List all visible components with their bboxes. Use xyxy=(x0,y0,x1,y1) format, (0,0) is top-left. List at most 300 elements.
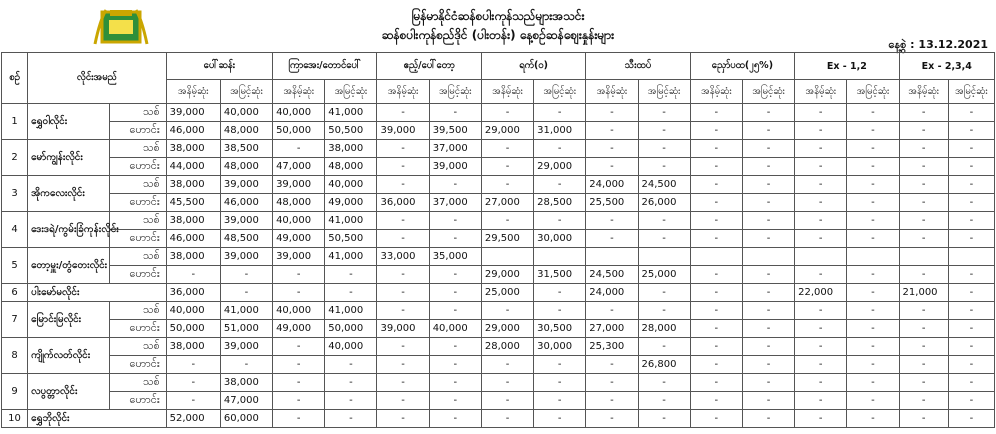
subheader-low: အနိမ့်ဆုံး xyxy=(166,80,220,104)
price-cell: - xyxy=(899,158,948,176)
price-cell: 38,500 xyxy=(220,140,272,158)
price-cell: - xyxy=(377,410,429,428)
row-number: 4 xyxy=(2,212,28,248)
price-cell: - xyxy=(795,266,847,284)
price-cell: 38,000 xyxy=(166,338,220,356)
price-cell: - xyxy=(742,212,794,230)
price-cell: - xyxy=(847,302,899,320)
price-cell: - xyxy=(481,104,533,122)
table-row xyxy=(2,122,995,140)
price-cell: - xyxy=(534,302,586,320)
grade-label: ဟောင်း xyxy=(110,122,166,140)
price-cell: - xyxy=(690,410,742,428)
grade-label: သစ် xyxy=(110,302,166,320)
price-cell: 37,000 xyxy=(429,194,481,212)
price-cell: - xyxy=(690,284,742,302)
grade-label: သစ် xyxy=(110,176,166,194)
price-cell: 46,000 xyxy=(166,122,220,140)
price-cell: - xyxy=(948,338,994,356)
price-cell: 45,500 xyxy=(166,194,220,212)
price-cell: - xyxy=(948,122,994,140)
grade-label: ဟောင်း xyxy=(110,158,166,176)
grade-label: ဟောင်း xyxy=(110,356,166,374)
price-cell: 36,000 xyxy=(377,194,429,212)
price-cell: 26,000 xyxy=(638,194,690,212)
price-cell: - xyxy=(899,338,948,356)
price-cell: - xyxy=(795,122,847,140)
row-number: 8 xyxy=(2,338,28,374)
price-cell: 29,000 xyxy=(534,158,586,176)
row-number: 5 xyxy=(2,248,28,284)
price-cell: - xyxy=(534,284,586,302)
table-row xyxy=(2,140,995,158)
price-cell: 27,000 xyxy=(481,194,533,212)
price-cell: - xyxy=(377,356,429,374)
price-cell xyxy=(586,248,638,266)
price-cell: 46,000 xyxy=(220,194,272,212)
report-date: နေ့စွဲ : 13.12.2021 xyxy=(888,38,988,51)
subheader-low: အနိမ့်ဆုံး xyxy=(899,80,948,104)
price-cell: 21,000 xyxy=(899,284,948,302)
price-cell: 30,500 xyxy=(534,320,586,338)
price-cell: - xyxy=(429,392,481,410)
price-cell: - xyxy=(481,392,533,410)
price-cell: - xyxy=(586,158,638,176)
price-cell: - xyxy=(948,320,994,338)
price-cell: 47,000 xyxy=(220,392,272,410)
row-number: 7 xyxy=(2,302,28,338)
price-cell: - xyxy=(948,158,994,176)
price-cell: 33,000 xyxy=(377,248,429,266)
price-cell: 28,000 xyxy=(481,338,533,356)
price-cell: 24,000 xyxy=(586,284,638,302)
price-cell: 41,000 xyxy=(325,212,377,230)
price-cell: - xyxy=(429,338,481,356)
price-cell: - xyxy=(377,158,429,176)
price-cell: - xyxy=(638,338,690,356)
price-cell: - xyxy=(638,374,690,392)
grade-label: ဟောင်း xyxy=(110,392,166,410)
price-cell: - xyxy=(847,410,899,428)
group-header: သီးထပ် xyxy=(586,53,690,80)
price-cell: - xyxy=(638,212,690,230)
price-cell: - xyxy=(690,194,742,212)
line-name: ရွှေဘိုလိုင်း xyxy=(28,410,167,428)
price-cell: 26,800 xyxy=(638,356,690,374)
table-row xyxy=(2,158,995,176)
price-cell xyxy=(690,248,742,266)
price-cell: - xyxy=(638,122,690,140)
col-header-line: လိုင်းအမည် xyxy=(28,53,167,104)
price-cell: 39,000 xyxy=(429,158,481,176)
price-cell: - xyxy=(377,338,429,356)
price-cell: - xyxy=(586,392,638,410)
price-cell: 40,000 xyxy=(166,302,220,320)
table-row xyxy=(2,338,995,356)
price-cell: 38,000 xyxy=(166,212,220,230)
price-cell: 24,000 xyxy=(586,176,638,194)
table-row xyxy=(2,248,995,266)
price-cell: 52,000 xyxy=(166,410,220,428)
grade-label: ဟောင်း xyxy=(110,320,166,338)
price-cell: 44,000 xyxy=(166,158,220,176)
price-cell: - xyxy=(481,176,533,194)
price-cell: - xyxy=(586,122,638,140)
price-cell: - xyxy=(690,356,742,374)
price-cell: 25,000 xyxy=(481,284,533,302)
price-cell: 28,500 xyxy=(534,194,586,212)
price-cell xyxy=(948,248,994,266)
price-cell: - xyxy=(377,230,429,248)
price-cell: - xyxy=(795,176,847,194)
price-cell: - xyxy=(534,410,586,428)
price-cell: - xyxy=(847,284,899,302)
price-cell: - xyxy=(429,230,481,248)
price-cell: - xyxy=(690,140,742,158)
price-cell: 24,500 xyxy=(638,176,690,194)
price-cell: 29,000 xyxy=(481,266,533,284)
price-cell: 41,000 xyxy=(325,248,377,266)
price-cell: - xyxy=(899,122,948,140)
price-cell: - xyxy=(742,392,794,410)
row-number: 2 xyxy=(2,140,28,176)
price-cell: - xyxy=(847,212,899,230)
price-cell: - xyxy=(795,320,847,338)
price-cell: - xyxy=(795,104,847,122)
price-cell: 31,000 xyxy=(534,122,586,140)
price-cell: - xyxy=(377,140,429,158)
price-cell: - xyxy=(899,410,948,428)
price-cell xyxy=(742,248,794,266)
price-cell: - xyxy=(948,104,994,122)
price-cell: - xyxy=(742,122,794,140)
price-cell: - xyxy=(429,302,481,320)
price-cell: 48,000 xyxy=(220,122,272,140)
price-cell: - xyxy=(948,212,994,230)
price-cell: - xyxy=(220,356,272,374)
price-cell: 39,000 xyxy=(220,176,272,194)
price-cell: - xyxy=(795,140,847,158)
price-cell: - xyxy=(273,392,325,410)
price-cell: 39,000 xyxy=(377,320,429,338)
price-cell: - xyxy=(325,410,377,428)
price-cell: - xyxy=(948,302,994,320)
price-cell: - xyxy=(481,356,533,374)
subheader-low: အနိမ့်ဆုံး xyxy=(586,80,638,104)
price-cell: - xyxy=(481,302,533,320)
price-cell: 40,000 xyxy=(325,176,377,194)
subheader-low: အနိမ့်ဆုံး xyxy=(377,80,429,104)
price-cell: - xyxy=(273,356,325,374)
line-name: တော့မှူး/တွံတေးလိုင်း xyxy=(28,248,110,284)
price-cell: 38,000 xyxy=(166,176,220,194)
price-cell: 48,000 xyxy=(325,158,377,176)
price-cell: 37,000 xyxy=(429,140,481,158)
price-cell: - xyxy=(899,194,948,212)
price-cell: - xyxy=(742,140,794,158)
price-cell: - xyxy=(690,176,742,194)
group-header: ရက်(ဝ) xyxy=(481,53,585,80)
price-cell: - xyxy=(481,140,533,158)
price-cell xyxy=(847,248,899,266)
price-cell: - xyxy=(534,176,586,194)
grade-label: သစ် xyxy=(110,212,166,230)
price-cell: - xyxy=(273,266,325,284)
group-header: Ex - 1,2 xyxy=(795,53,899,80)
line-name: ကျိုက်လတ်လိုင်း xyxy=(28,338,110,374)
price-cell: - xyxy=(899,176,948,194)
price-cell: - xyxy=(948,140,994,158)
price-cell: 39,500 xyxy=(429,122,481,140)
price-cell: - xyxy=(377,302,429,320)
price-cell: 50,000 xyxy=(325,320,377,338)
table-row xyxy=(2,230,995,248)
price-cell: - xyxy=(847,374,899,392)
line-name: လပွတ္တာလိုင်း xyxy=(28,374,110,410)
price-cell: - xyxy=(377,392,429,410)
price-cell: 40,000 xyxy=(273,302,325,320)
price-cell: - xyxy=(586,140,638,158)
price-cell: 40,000 xyxy=(273,212,325,230)
price-cell: - xyxy=(690,104,742,122)
price-cell: - xyxy=(742,284,794,302)
price-cell: - xyxy=(690,158,742,176)
price-cell: - xyxy=(899,356,948,374)
price-cell: 38,000 xyxy=(325,140,377,158)
price-cell: - xyxy=(690,302,742,320)
price-cell: 50,500 xyxy=(325,122,377,140)
price-cell: 49,000 xyxy=(273,230,325,248)
price-cell: - xyxy=(273,374,325,392)
line-name: အိုကလေးလိုင်း xyxy=(28,176,110,212)
price-cell: - xyxy=(166,392,220,410)
subheader-low: အနိမ့်ဆုံး xyxy=(795,80,847,104)
price-cell: 35,000 xyxy=(429,248,481,266)
price-cell: - xyxy=(638,392,690,410)
price-cell: - xyxy=(847,194,899,212)
price-cell: - xyxy=(220,266,272,284)
price-cell: - xyxy=(534,212,586,230)
group-header: ကြာအေး/တောင်ပေါ် xyxy=(273,53,377,80)
price-cell: - xyxy=(377,374,429,392)
price-cell: - xyxy=(377,266,429,284)
price-cell: 39,000 xyxy=(220,212,272,230)
row-number: 10 xyxy=(2,410,28,428)
price-cell: - xyxy=(847,266,899,284)
price-cell: 36,000 xyxy=(166,284,220,302)
price-cell: - xyxy=(742,104,794,122)
price-cell: - xyxy=(429,356,481,374)
price-cell: 38,000 xyxy=(166,140,220,158)
subheader-high: အမြင့်ဆုံး xyxy=(429,80,481,104)
price-cell: 39,000 xyxy=(273,248,325,266)
table-row xyxy=(2,176,995,194)
price-cell: - xyxy=(847,392,899,410)
price-cell: - xyxy=(586,374,638,392)
price-cell: 39,000 xyxy=(166,104,220,122)
group-header: Ex - 2,3,4 xyxy=(899,53,994,80)
price-cell: 29,000 xyxy=(481,122,533,140)
price-cell: - xyxy=(899,230,948,248)
price-cell: - xyxy=(638,140,690,158)
line-name: ပါးမော်မလိုင်း xyxy=(28,284,167,302)
price-table xyxy=(1,52,995,428)
group-header: ပေါ်ဆန်း xyxy=(166,53,272,80)
price-cell: - xyxy=(377,176,429,194)
price-cell: - xyxy=(377,284,429,302)
price-cell: - xyxy=(586,230,638,248)
price-cell: - xyxy=(586,356,638,374)
price-cell: - xyxy=(795,302,847,320)
price-cell: - xyxy=(795,356,847,374)
subheader-low: အနိမ့်ဆုံး xyxy=(273,80,325,104)
price-cell: 49,000 xyxy=(325,194,377,212)
price-cell xyxy=(795,248,847,266)
price-cell: 25,300 xyxy=(586,338,638,356)
row-number: 6 xyxy=(2,284,28,302)
price-cell: 50,000 xyxy=(273,122,325,140)
price-cell: - xyxy=(481,212,533,230)
grade-label: သစ် xyxy=(110,140,166,158)
price-cell: 38,000 xyxy=(166,248,220,266)
price-cell: - xyxy=(742,356,794,374)
price-cell: 40,000 xyxy=(273,104,325,122)
price-cell: 46,000 xyxy=(166,230,220,248)
price-cell: - xyxy=(166,356,220,374)
price-cell: - xyxy=(429,212,481,230)
grade-label: သစ် xyxy=(110,104,166,122)
price-cell: 51,000 xyxy=(220,320,272,338)
price-cell: - xyxy=(948,374,994,392)
price-cell: - xyxy=(429,374,481,392)
line-name: မြောင်းမြလိုင်း xyxy=(28,302,110,338)
price-cell: - xyxy=(948,194,994,212)
price-cell: - xyxy=(273,410,325,428)
line-name: ရွှေဝါလိုင်း xyxy=(28,104,110,140)
price-cell: - xyxy=(481,374,533,392)
price-cell: - xyxy=(325,356,377,374)
price-cell: - xyxy=(742,338,794,356)
table-row xyxy=(2,410,995,428)
price-cell: 47,000 xyxy=(273,158,325,176)
price-cell: 29,000 xyxy=(481,320,533,338)
table-row xyxy=(2,356,995,374)
price-cell: 50,500 xyxy=(325,230,377,248)
price-cell: - xyxy=(690,122,742,140)
price-cell: 31,500 xyxy=(534,266,586,284)
sheet-header xyxy=(0,0,996,50)
price-cell: - xyxy=(586,302,638,320)
price-cell: - xyxy=(638,230,690,248)
price-cell: - xyxy=(638,104,690,122)
price-cell: - xyxy=(638,410,690,428)
price-cell: - xyxy=(795,194,847,212)
price-cell: 30,000 xyxy=(534,338,586,356)
price-cell: - xyxy=(948,230,994,248)
subheader-high: အမြင့်ဆုံး xyxy=(325,80,377,104)
price-cell: - xyxy=(429,410,481,428)
line-name: ဒေးဒရဲ/ကွမ်းခြံကုန်းလိုင်း xyxy=(28,212,110,248)
price-cell: - xyxy=(795,212,847,230)
price-cell: - xyxy=(586,410,638,428)
price-cell xyxy=(638,248,690,266)
price-cell: - xyxy=(429,176,481,194)
price-cell: - xyxy=(534,374,586,392)
price-cell: 49,000 xyxy=(273,320,325,338)
price-cell: 25,000 xyxy=(638,266,690,284)
price-cell: 41,000 xyxy=(325,104,377,122)
price-cell: - xyxy=(534,356,586,374)
price-cell: - xyxy=(742,410,794,428)
price-cell: 48,000 xyxy=(273,194,325,212)
price-cell: - xyxy=(690,320,742,338)
table-row xyxy=(2,320,995,338)
price-cell: 24,500 xyxy=(586,266,638,284)
price-cell: - xyxy=(899,104,948,122)
price-cell: - xyxy=(795,410,847,428)
subheader-high: အမြင့်ဆုံး xyxy=(742,80,794,104)
subheader-high: အမြင့်ဆုံး xyxy=(220,80,272,104)
price-cell: 30,000 xyxy=(534,230,586,248)
price-cell: - xyxy=(899,320,948,338)
price-cell: - xyxy=(690,230,742,248)
row-number: 3 xyxy=(2,176,28,212)
price-cell: - xyxy=(377,104,429,122)
row-number: 1 xyxy=(2,104,28,140)
price-cell: - xyxy=(847,104,899,122)
price-cell: - xyxy=(847,122,899,140)
price-cell: - xyxy=(220,284,272,302)
price-cell: - xyxy=(742,266,794,284)
price-cell: - xyxy=(948,266,994,284)
price-cell: - xyxy=(742,194,794,212)
price-cell: - xyxy=(948,410,994,428)
price-cell: - xyxy=(795,230,847,248)
price-cell: 41,000 xyxy=(220,302,272,320)
group-header: ညှော်ပထ(၂၅%) xyxy=(690,53,794,80)
price-cell xyxy=(534,248,586,266)
price-cell: - xyxy=(742,158,794,176)
price-cell: 48,000 xyxy=(220,158,272,176)
table-row xyxy=(2,266,995,284)
table-row xyxy=(2,212,995,230)
price-cell: - xyxy=(742,302,794,320)
grade-label: ဟောင်း xyxy=(110,230,166,248)
price-cell: - xyxy=(166,266,220,284)
price-cell: - xyxy=(325,392,377,410)
price-cell: - xyxy=(690,212,742,230)
price-cell: - xyxy=(690,338,742,356)
price-cell: - xyxy=(325,266,377,284)
price-cell: 28,000 xyxy=(638,320,690,338)
price-cell: - xyxy=(948,392,994,410)
price-cell: - xyxy=(325,284,377,302)
price-cell: - xyxy=(273,140,325,158)
price-cell: - xyxy=(429,104,481,122)
price-cell: 39,000 xyxy=(220,248,272,266)
grade-label: သစ် xyxy=(110,338,166,356)
price-cell: - xyxy=(638,158,690,176)
subheader-low: အနိမ့်ဆုံး xyxy=(481,80,533,104)
price-cell: - xyxy=(586,104,638,122)
price-cell: - xyxy=(742,320,794,338)
price-cell: 39,000 xyxy=(220,338,272,356)
price-cell: 27,000 xyxy=(586,320,638,338)
price-cell: - xyxy=(481,158,533,176)
price-cell: - xyxy=(948,176,994,194)
price-cell: - xyxy=(899,302,948,320)
price-cell: 60,000 xyxy=(220,410,272,428)
